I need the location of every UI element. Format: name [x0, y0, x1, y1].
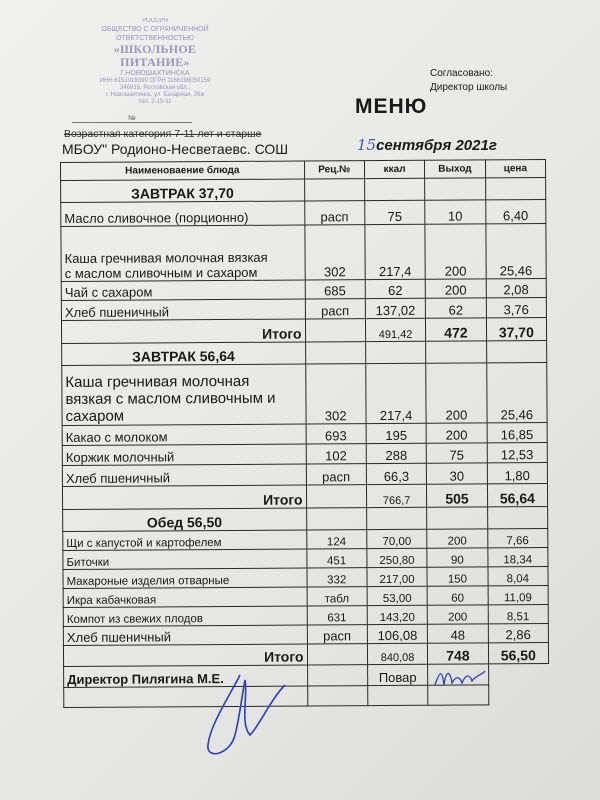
recipe-number-cell: расп: [306, 464, 366, 485]
price-cell: 2,86: [488, 624, 549, 643]
kcal-cell: [364, 178, 424, 200]
yield-cell: [427, 507, 487, 529]
page-title: МЕНЮ: [355, 95, 428, 118]
price-cell: [488, 685, 549, 705]
stamp-line: тел. 2-15-11: [138, 99, 172, 105]
dish-name-cell: Обед 56,50: [63, 508, 307, 531]
yield-cell: 748: [428, 643, 488, 664]
header-kcal: ккал: [364, 160, 424, 178]
kcal-cell: 106,08: [367, 624, 427, 643]
price-cell: [485, 178, 546, 200]
date-day: 15: [357, 136, 377, 154]
yield-cell: 472: [426, 318, 486, 341]
header-dish: Наименоваение блюда: [61, 161, 305, 180]
yield-cell: 48: [428, 624, 488, 643]
yield-cell: 90: [427, 548, 487, 567]
price-cell: 25,46: [486, 363, 547, 423]
recipe-number-cell: 102: [306, 444, 366, 464]
price-cell: 37,70: [486, 318, 547, 341]
stamp-line: «ШКОЛЬНОЕ ПИТАНИЕ»: [113, 42, 197, 69]
price-cell: 6,40: [485, 200, 546, 224]
approval-role: Директор школы: [430, 82, 508, 93]
price-cell: [487, 507, 548, 529]
table-row: [62, 463, 547, 487]
price-cell: 3,76: [486, 298, 547, 318]
table-row: [61, 224, 546, 282]
price-cell: 56,64: [487, 484, 548, 507]
dish-name-cell: Хлеб пшеничный: [63, 625, 307, 645]
age-category: Возрастная категория 7-11 лет и старше: [64, 128, 262, 140]
menu-date: [357, 136, 497, 154]
yield-cell: 200: [427, 529, 487, 548]
recipe-number-cell: 302: [304, 225, 365, 280]
yield-cell: 200: [426, 423, 486, 443]
dish-name-cell: Каша гречнивая молочная вязкая с маслом сливочным и сахаром: [62, 364, 306, 425]
table-row: [61, 200, 546, 227]
recipe-number-cell: 693: [306, 424, 366, 444]
yield-cell: 10: [425, 200, 486, 224]
approval-block: [430, 67, 507, 95]
kcal-cell: Повар: [367, 664, 427, 685]
price-cell: 25,46: [485, 224, 546, 279]
yield-cell: 62: [426, 298, 486, 318]
kcal-cell: 217,4: [366, 363, 427, 423]
stamp-line: ОБЩЕСТВО С ОГРАНИЧЕННОЙ: [101, 26, 209, 33]
dish-name-cell: Каша гречнивая молочная вязкая с маслом сливочным и сахаром: [61, 225, 305, 281]
dish-name-cell: Биточки: [63, 549, 307, 569]
dish-name-cell: Хлеб пшеничный: [61, 299, 305, 320]
dish-name-cell: Директор Пилягина М.Е.: [64, 665, 308, 687]
yield-cell: [426, 341, 486, 363]
kcal-cell: 766,7: [366, 484, 426, 507]
yield-cell: 200: [426, 363, 487, 423]
total-row: [62, 484, 547, 510]
recipe-number-cell: 302: [305, 364, 366, 424]
header-recipe: Рец.№: [304, 161, 364, 179]
yield-cell: 60: [427, 586, 487, 605]
kcal-cell: 137,02: [365, 298, 425, 318]
kcal-cell: 62: [365, 279, 425, 298]
document-number-line: №: [72, 115, 192, 123]
header-yield: Выход: [425, 160, 485, 178]
yield-cell: 75: [426, 443, 486, 463]
date-month-year: сентября 2021г: [376, 137, 497, 154]
kcal-cell: 217,4: [365, 224, 426, 279]
kcal-cell: 491,42: [365, 318, 425, 341]
stamp-line: Г.НОВОШАХТИНСКА: [120, 70, 190, 77]
dish-name-cell: Масло сливочное (порционно): [61, 201, 305, 226]
price-cell: 11,09: [488, 586, 549, 605]
section-row: [61, 178, 546, 203]
section-row: [62, 341, 547, 366]
director-signature: [200, 665, 290, 765]
kcal-cell: [368, 685, 428, 705]
recipe-number-cell: расп: [304, 201, 365, 225]
dish-name-cell: Чай с сахаром: [61, 280, 305, 300]
yield-cell: 200: [427, 605, 487, 624]
recipe-number-cell: [305, 319, 365, 342]
yield-cell: [425, 178, 485, 200]
dish-name-cell: Щи с капустой и картофелем: [63, 530, 307, 550]
dish-name-cell: Итого: [61, 319, 305, 343]
price-cell: 8,51: [488, 605, 549, 624]
price-cell: 12,53: [487, 443, 548, 463]
stamp-line: г. Новошахтинск, ул. Базарная, 26ж: [105, 92, 205, 98]
kcal-cell: 75: [365, 200, 426, 224]
yield-cell: 200: [425, 224, 486, 279]
kcal-cell: 143,20: [367, 605, 427, 624]
table-row: [62, 363, 547, 426]
kcal-cell: [365, 341, 425, 363]
kcal-cell: 217,00: [367, 567, 427, 586]
kcal-cell: 70,00: [367, 529, 427, 548]
stamp-line: ОТВЕТСТВЕННОСТЬЮ: [115, 35, 195, 42]
total-row: [63, 643, 548, 667]
recipe-number-cell: [307, 686, 367, 706]
yield-cell: 30: [427, 463, 487, 484]
recipe-number-cell: [306, 508, 366, 530]
cook-signature: [430, 665, 490, 690]
dish-name-cell: ЗАВТРАК 56,64: [62, 342, 306, 365]
stamp-line: 346918, Ростовская обл.,: [120, 85, 190, 91]
kcal-cell: 66,3: [366, 463, 426, 484]
stamp-line: ИНН 6151019390 ОГРН 1166196050159: [99, 78, 211, 84]
dish-name-cell: Хлеб пшеничный: [62, 464, 306, 486]
kcal-cell: 53,00: [367, 586, 427, 605]
recipe-number-cell: 451: [306, 549, 366, 568]
kcal-cell: 195: [366, 423, 426, 443]
section-row: [63, 507, 548, 532]
dish-name-cell: Итого: [62, 485, 306, 509]
recipe-number-cell: 685: [305, 280, 365, 299]
recipe-number-cell: 124: [306, 530, 366, 549]
recipe-number-cell: [307, 644, 367, 665]
price-cell: 56,50: [488, 643, 549, 664]
dish-name-cell: ЗАВТРАК 37,70: [61, 179, 305, 202]
price-cell: 1,80: [487, 463, 548, 484]
recipe-number-cell: расп: [305, 299, 365, 319]
dish-name-cell: Коржик молочный: [62, 444, 306, 465]
kcal-cell: 250,80: [367, 548, 427, 567]
recipe-number-cell: табл: [307, 587, 367, 606]
price-cell: 18,34: [487, 548, 548, 567]
kcal-cell: 288: [366, 443, 426, 463]
price-cell: 2,08: [486, 279, 547, 298]
dish-name-cell: Итого: [63, 644, 307, 666]
menu-table: [60, 159, 549, 708]
dish-name-cell: Макароные изделия отварные: [63, 568, 307, 588]
recipe-number-cell: 631: [307, 606, 367, 625]
recipe-number-cell: расп: [307, 625, 367, 644]
kcal-cell: [366, 507, 426, 529]
dish-name-cell: Икра кабачковая: [63, 587, 307, 607]
price-cell: 7,66: [487, 529, 548, 548]
price-cell: [486, 341, 547, 363]
header-price: цена: [485, 160, 546, 178]
kcal-cell: 840,08: [367, 643, 427, 664]
dish-name-cell: Какао с молоком: [62, 424, 306, 445]
recipe-number-cell: [305, 342, 365, 364]
price-cell: 8,04: [488, 567, 549, 586]
stamp-line: РОССИЯ: [142, 18, 168, 24]
price-cell: [488, 664, 549, 685]
yield-cell: 200: [425, 279, 485, 298]
school-name: МБОУ" Родионо-Несветаевс. СОШ: [62, 141, 289, 157]
recipe-number-cell: [306, 485, 366, 508]
total-row: [61, 318, 546, 344]
company-stamp: [80, 18, 230, 106]
approval-label: Согласовано:: [430, 68, 493, 79]
dish-name-cell: Компот из свежих плодов: [63, 606, 307, 626]
recipe-number-cell: [307, 665, 367, 686]
recipe-number-cell: 332: [306, 568, 366, 587]
recipe-number-cell: [304, 179, 364, 201]
yield-cell: 505: [427, 484, 487, 507]
price-cell: 16,85: [487, 423, 548, 443]
yield-cell: 150: [427, 567, 487, 586]
